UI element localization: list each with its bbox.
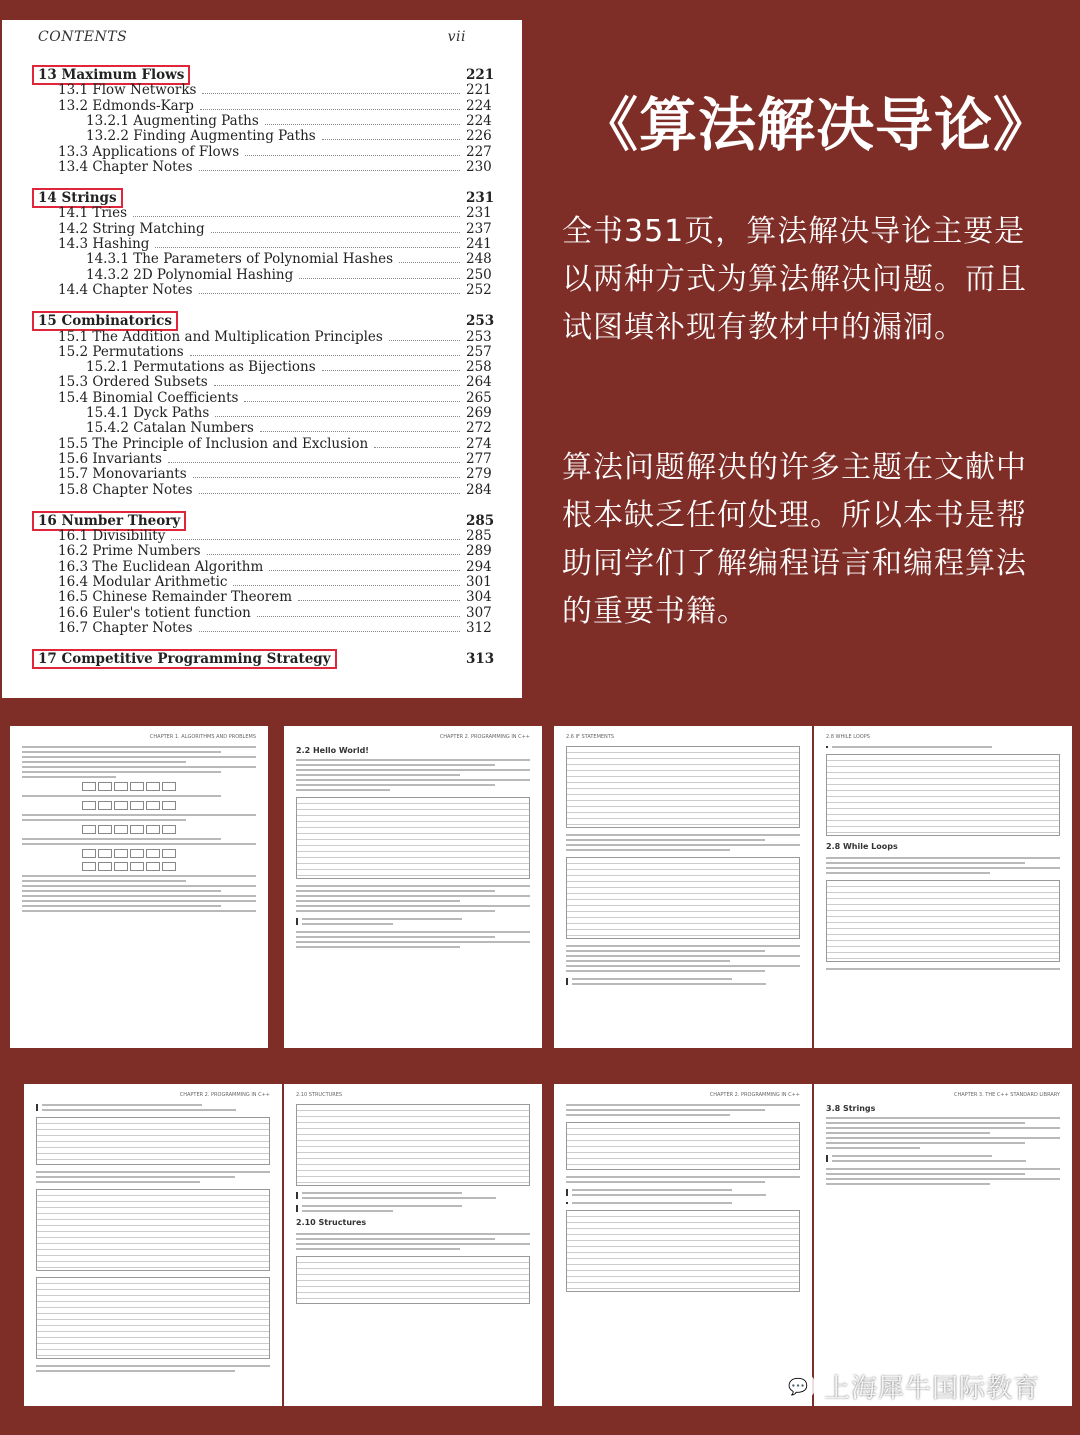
toc-leader <box>214 385 460 386</box>
toc-entry-section <box>2 589 522 605</box>
toc-entry-label: 15.4.2 Catalan Numbers <box>86 420 254 437</box>
toc-entry-page: 250 <box>466 266 492 283</box>
toc-entry-section <box>2 543 522 559</box>
toc-leader <box>374 447 460 448</box>
toc-entry-section <box>2 436 522 452</box>
toc-entry-page: 312 <box>466 619 492 636</box>
toc-entry-section <box>2 451 522 467</box>
toc-entry-section <box>2 374 522 390</box>
toc-entry-section <box>2 205 522 221</box>
toc-leader <box>168 462 460 463</box>
toc-entry-page: 257 <box>466 343 492 360</box>
toc-entry-label: 15.8 Chapter Notes <box>58 481 193 498</box>
toc-entry-subsection <box>2 251 522 267</box>
thumbnail-page-1 <box>10 726 268 1048</box>
toc-entry-page: 252 <box>466 281 492 298</box>
toc-entry-label: 17 Competitive Programming Strategy <box>32 649 337 669</box>
toc-entry-section <box>2 605 522 621</box>
toc-entry-label: 13.1 Flow Networks <box>58 82 197 99</box>
toc-entry-label: 16.6 Euler's totient function <box>58 604 251 621</box>
toc-entry-page: 221 <box>466 67 495 83</box>
toc-entry-page: 289 <box>466 543 492 560</box>
toc-entry-page: 258 <box>466 359 492 376</box>
toc-entry-page: 279 <box>466 466 492 483</box>
toc-entry-page: 224 <box>466 97 492 114</box>
toc-entry-label: 13.2 Edmonds-Karp <box>58 97 194 114</box>
toc-header-page: vii <box>447 29 466 45</box>
toc-entry-subsection <box>2 359 522 375</box>
toc-leader <box>299 278 460 279</box>
toc-entry-section <box>2 144 522 160</box>
watermark-text: 上海犀牛国际教育 <box>824 1373 1041 1404</box>
thumbnail-section-title: 2.8 While Loops <box>826 842 898 851</box>
thumbnail-header: CHAPTER 2. PROGRAMMING IN C++ <box>179 1092 270 1098</box>
toc-leader <box>389 340 460 341</box>
toc-entry-label: 14.3 Hashing <box>58 236 150 252</box>
wechat-icon: 💬 <box>780 1371 816 1401</box>
toc-entry-page: 307 <box>466 604 492 621</box>
toc-entry-subsection <box>2 420 522 436</box>
watermark <box>780 1366 1040 1406</box>
toc-entry-section <box>2 620 522 636</box>
thumbnail-header: 2.10 STRUCTURES <box>296 1092 343 1098</box>
thumbnail-section-title: 3.8 Strings <box>826 1104 876 1113</box>
toc-entry-page: 285 <box>466 512 495 529</box>
toc-entry-section <box>2 221 522 237</box>
toc-entry-section <box>2 329 522 345</box>
toc-entry-label: 13.2.2 Finding Augmenting Paths <box>86 128 316 145</box>
toc-entry-label: 16.2 Prime Numbers <box>58 543 201 560</box>
thumbnail-page-7 <box>554 1084 812 1406</box>
toc-entry-label: 15.6 Invariants <box>58 450 162 467</box>
toc-entry-page: 285 <box>466 528 492 545</box>
book-title: 《算法解决导论》 <box>580 91 1053 159</box>
toc-leader <box>133 216 460 217</box>
toc-entry-subsection <box>2 405 522 421</box>
toc-entry-label: 14.2 String Matching <box>58 220 205 237</box>
thumbnail-header: CHAPTER 2. PROGRAMMING IN C++ <box>439 734 530 740</box>
toc-entry-page: 237 <box>466 220 492 237</box>
toc-entry-page: 231 <box>466 205 492 222</box>
toc-leader <box>260 431 460 432</box>
toc-leader <box>171 539 460 540</box>
toc-leader <box>199 493 460 494</box>
thumbnail-section-title: 2.2 Hello World! <box>296 746 369 755</box>
toc-entry-page: 265 <box>466 389 492 406</box>
description-paragraph-2: 算法问题解决的许多主题在文献中根本缺乏任何处理。所以本书是帮助同学们了解编程语言和编程算法的重要书籍。 <box>562 450 1027 629</box>
toc-entry-section <box>2 559 522 575</box>
toc-entry-label: 13.3 Applications of Flows <box>58 143 240 160</box>
toc-entry-chapter <box>2 311 522 330</box>
toc-entry-label: 15.2 Permutations <box>58 343 184 360</box>
toc-entry-label: 15.1 The Addition and Multiplication Principles <box>58 328 383 345</box>
thumbnail-page-2 <box>284 726 542 1048</box>
toc-entry-section <box>2 344 522 360</box>
toc-entry-page: 304 <box>466 589 492 606</box>
toc-leader <box>265 124 460 125</box>
toc-entry-section <box>2 390 522 406</box>
toc-entry-label: 13.4 Chapter Notes <box>58 158 193 175</box>
toc-entry-page: 224 <box>466 112 492 129</box>
toc-entry-label: 15.7 Monovariants <box>58 466 187 483</box>
toc-leader <box>200 109 460 110</box>
description-paragraph-1: 全书351页，算法解决导论主要是以两种方式为算法解决问题。而且试图填补现有教材中的漏洞。 <box>562 214 1027 345</box>
toc-entry-subsection <box>2 113 522 129</box>
toc-entry-label: 14 Strings <box>32 188 123 208</box>
toc-entry-page: 231 <box>466 190 495 207</box>
toc-entry-section <box>2 159 522 175</box>
toc-entry-label: 15.2.1 Permutations as Bijections <box>86 359 316 376</box>
toc-leader <box>269 570 460 571</box>
toc-leader <box>233 585 460 586</box>
toc-leader <box>211 232 460 233</box>
toc-leader <box>193 477 460 478</box>
toc-entry-page: 277 <box>466 450 492 467</box>
toc-leader <box>245 155 460 156</box>
toc-entry-chapter <box>2 649 522 668</box>
thumbnail-page-3 <box>554 726 812 1048</box>
toc-entry-section <box>2 482 522 498</box>
toc-entry-label: 16.3 The Euclidean Algorithm <box>58 558 264 575</box>
toc-entry-section <box>2 574 522 590</box>
toc-entry-label: 16.4 Modular Arithmetic <box>58 574 228 590</box>
toc-entry-subsection <box>2 128 522 144</box>
toc-entry-section <box>2 98 522 114</box>
toc-entry-section <box>2 282 522 298</box>
toc-entry-section <box>2 528 522 544</box>
toc-entry-page: 248 <box>466 251 492 268</box>
toc-entry-label: 15.4 Binomial Coefficients <box>58 389 239 406</box>
toc-leader <box>199 631 460 632</box>
toc-leader <box>322 139 460 140</box>
toc-entry-page: 272 <box>466 420 492 437</box>
thumbnail-header: 2.8 WHILE LOOPS <box>826 734 870 740</box>
toc-entry-label: 15.3 Ordered Subsets <box>58 374 208 391</box>
toc-entry-page: 226 <box>466 128 492 145</box>
toc-entry-page: 253 <box>466 313 495 330</box>
toc-leader <box>190 355 460 356</box>
thumbnail-header: CHAPTER 3. THE C++ STANDARD LIBRARY <box>953 1092 1060 1098</box>
thumbnail-section-title: 2.10 Structures <box>296 1218 367 1227</box>
toc-entry-page: 227 <box>466 143 492 160</box>
toc-leader <box>199 170 460 171</box>
toc-entry-page: 301 <box>466 574 492 590</box>
toc-entry-label: 13 Maximum Flows <box>32 65 190 85</box>
toc-leader <box>207 554 460 555</box>
toc-leader <box>244 401 460 402</box>
thumbnail-header: CHAPTER 2. PROGRAMMING IN C++ <box>709 1092 800 1098</box>
toc-entry-subsection <box>2 267 522 283</box>
toc-entry-label: 14.3.2 2D Polynomial Hashing <box>86 266 294 283</box>
toc-entry-section <box>2 466 522 482</box>
toc-leader <box>399 262 460 263</box>
toc-entry-label: 14.1 Tries <box>58 205 128 222</box>
toc-entry-label: 16 Number Theory <box>32 511 186 531</box>
toc-entry-label: 14.4 Chapter Notes <box>58 281 193 298</box>
toc-entry-page: 241 <box>466 236 492 252</box>
toc-entry-chapter <box>2 511 522 527</box>
toc-entry-page: 294 <box>466 558 492 575</box>
toc-entry-label: 15 Combinatorics <box>32 311 178 331</box>
thumbnail-header: CHAPTER 1. ALGORITHMS AND PROBLEMS <box>149 734 256 740</box>
toc-leader <box>322 370 460 371</box>
thumbnail-page-8 <box>814 1084 1072 1406</box>
thumbnail-header: 2.6 IF STATEMENTS <box>566 734 615 740</box>
toc-entry-page: 221 <box>466 82 492 99</box>
toc-entry-label: 15.5 The Principle of Inclusion and Exclusion <box>58 435 369 452</box>
toc-page <box>2 20 522 698</box>
toc-entry-chapter <box>2 188 522 207</box>
toc-entry-page: 253 <box>466 328 492 345</box>
toc-entry-page: 230 <box>466 158 492 175</box>
toc-leader <box>199 293 460 294</box>
toc-entry-label: 16.1 Divisibility <box>58 528 166 545</box>
toc-leader <box>155 247 460 248</box>
toc-header <box>38 29 466 45</box>
toc-entry-label: 16.5 Chinese Remainder Theorem <box>58 589 293 606</box>
toc-entry-label: 15.4.1 Dyck Paths <box>86 405 210 421</box>
toc-entry-label: 16.7 Chapter Notes <box>58 619 193 636</box>
toc-entry-page: 284 <box>466 481 492 498</box>
thumbnail-page-6 <box>284 1084 542 1406</box>
toc-leader <box>298 600 460 601</box>
toc-entry-page: 269 <box>466 405 492 421</box>
toc-entry-label: 13.2.1 Augmenting Paths <box>86 112 259 129</box>
thumbnail-page-4 <box>814 726 1072 1048</box>
thumbnail-page-5 <box>24 1084 282 1406</box>
toc-entry-chapter <box>2 65 522 81</box>
toc-leader <box>215 416 460 417</box>
toc-header-title: CONTENTS <box>38 29 128 45</box>
toc-entry-page: 264 <box>466 374 492 391</box>
toc-entry-section <box>2 236 522 252</box>
toc-entry-section <box>2 82 522 98</box>
toc-entry-page: 274 <box>466 435 492 452</box>
toc-entry-page: 313 <box>466 651 495 668</box>
toc-leader <box>257 616 460 617</box>
toc-leader <box>202 93 460 94</box>
toc-entry-label: 14.3.1 The Parameters of Polynomial Hashes <box>86 251 394 268</box>
